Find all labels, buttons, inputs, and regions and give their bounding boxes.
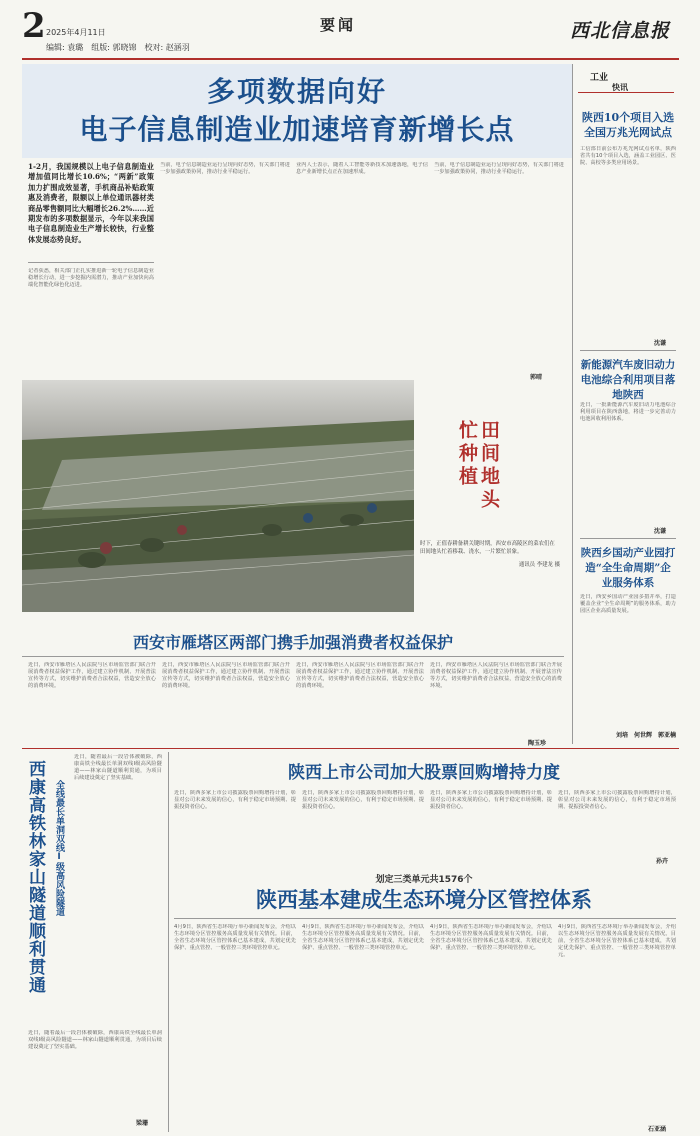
photo-title-block [418, 420, 562, 530]
photo-caption-block [420, 540, 560, 610]
consumer-body-cont: 近日，西安市雁塔区人民法院与区市场监管部门联合开展消费者权益保护工作，通过建立协作机制、开展普法宣传等方式，切实维护消费者合法权益，营造安全放心的消费环境。 [162, 662, 290, 689]
farm-field-photo [22, 380, 414, 612]
buyback-body-col1 [174, 790, 296, 850]
lead-headline-band [22, 64, 572, 158]
sidebar-sep-1 [580, 350, 676, 351]
consumer-body-col4 [430, 662, 562, 732]
ecology-kicker: 划定三类单元共1576个 [375, 875, 473, 885]
masthead [0, 0, 700, 62]
sidebar-item-3-byline: 刘培 何世辉 郭亚楠 [615, 732, 676, 739]
lead-body-col3 [296, 162, 428, 362]
sidebar-tab-main: 快讯 [612, 83, 628, 92]
summary-divider [28, 262, 154, 263]
sidebar-item-1-title: 陕西10个项目入选全国万兆光网试点 [581, 111, 675, 139]
ecology-body-col3 [430, 924, 552, 1120]
consumer-body-col2 [162, 662, 290, 732]
sidebar-divider [572, 64, 573, 744]
sidebar-item-2-byline: 沈谦 [654, 528, 667, 535]
lead-byline: 郭晴 [530, 374, 543, 381]
sidebar-item-1-byline: 沈谦 [654, 340, 667, 347]
buyback-body-cont: 近日，陕西多家上市公司披露股票回购增持计划，彰显对公司未来发展的信心，有利于稳定市场预期、提振投资者信心。 [302, 790, 424, 810]
lead-body-col1 [28, 268, 154, 360]
lead-headline-1: 多项数据向好 [206, 75, 387, 108]
consumer-headline: 西安市雁塔区两部门携手加强消费者权益保护 [132, 633, 453, 652]
ecology-headline: 陕西基本建成生态环境分区管控体系 [256, 887, 592, 912]
sidebar-item-2-body [580, 402, 676, 522]
tunnel-top-rule [22, 748, 679, 749]
buyback-body: 近日，陕西多家上市公司披露股票回购增持计划，彰显对公司未来发展的信心，有利于稳定市场预期、提振投资者信心。 [174, 790, 296, 810]
paper-name-logo: 西北信息报 [570, 20, 671, 42]
buyback-body-col2 [302, 790, 424, 850]
ecology-rule [174, 918, 676, 919]
lead-headline-2: 电子信息制造业加速培育新增长点 [79, 113, 515, 146]
sidebar-sep-2 [580, 538, 676, 539]
lead-body-3-cont: 当前，电子信息制造业运行呈现向好态势，有关部门将进一步加强政策协同，推动行业平稳运行。 [434, 162, 564, 175]
ecology-body-cont: 4月9日，陕西省生态环境厅举办新闻发布会，介绍以生态环境分区管控服务高质量发展有关情况。目前，全省生态环境分区管控体系已基本建成，共划定优先保护、重点管控、一般管控三类环境管控单元。 [302, 924, 424, 951]
buyback-byline: 孙卉 [656, 858, 669, 865]
tunnel-headline: 西康高铁林家山隧道顺利贯通 [25, 760, 45, 994]
sidebar-item-3-title: 陕西乡国动产业园打造“全生命周期”企业服务体系 [580, 547, 676, 589]
staff-credits: 编辑: 袁璐 组版: 郭晓锦 校对: 赵涵羽 [46, 43, 190, 52]
photo-caption: 时下，正值春耕备耕关键时期，西安市高陵区的菜农们在田间地头忙着移栽、浇水，一片繁忙景象。 [420, 541, 555, 555]
section-title: 要闻 [320, 16, 357, 34]
field-photo [22, 380, 414, 612]
sidebar-item-2-title: 新能源汽车废旧动力电池综合利用项目落地陕西 [580, 359, 676, 401]
buyback-headline: 陕西上市公司加大股票回购增持力度 [288, 763, 560, 783]
consumer-byline: 陶玉珍 [528, 740, 547, 747]
photo-credit: 通讯员 李建龙 摄 [518, 562, 560, 568]
buyback-body-cont2: 近日，陕西多家上市公司披露股票回购增持计划，彰显对公司未来发展的信心，有利于稳定市场预期、提振投资者信心。 [430, 790, 552, 810]
consumer-body: 近日，西安市雁塔区人民法院与区市场监管部门联合开展消费者权益保护工作，通过建立协作机制、开展普法宣传等方式，切实维护消费者合法权益，营造安全放心的消费环境。 [28, 662, 156, 689]
sidebar-tab [578, 68, 674, 94]
sidebar-item-2-text: 近日，一批新能源汽车废旧动力电池综合利用项目在陕西落地，将进一步完善动力电池回收利用体系。 [580, 402, 676, 422]
lead-summary [28, 162, 154, 258]
ecology-body: 4月9日，陕西省生态环境厅举办新闻发布会，介绍以生态环境分区管控服务高质量发展有关情况。目前，全省生态环境分区管控体系已基本建成，共划定优先保护、重点管控、一般管控三类环境管控单元。 [174, 924, 296, 951]
lead-body-2: 当前，电子信息制造业运行呈现向好态势，有关部门将进一步加强政策协同，推动行业平稳运行。 [160, 162, 290, 175]
consumer-body-col3 [296, 662, 424, 732]
masthead-rule [22, 58, 679, 60]
ecology-body-col2 [302, 924, 424, 1120]
buyback-body-cont3: 近日，陕西多家上市公司披露股票回购增持计划，彰显对公司未来发展的信心，有利于稳定市场预期、提振投资者信心。 [558, 790, 676, 810]
ecology-body-col1 [174, 924, 296, 1120]
ecology-body-col4 [558, 924, 676, 1120]
buyback-body-col4 [558, 790, 676, 850]
photo-title: 田间地头忙种植 [456, 420, 500, 512]
consumer-body-col1 [28, 662, 156, 732]
ecology-byline: 石亚涵 [648, 1126, 667, 1133]
lead-body-3: 业内人士表示，随着人工智能等新技术加速落地，电子信息产业新增长点正在加速形成。 [296, 162, 428, 175]
tunnel-byline: 梁珊 [136, 1120, 149, 1127]
tunnel-body: 近日，随着最后一段岩体被破除，西康高铁全线最长单洞双线Ⅰ级高风险隧道——林家山隧道顺利贯通，为项目后续建设奠定了坚实基础。 [74, 754, 162, 781]
tunnel-divider [168, 752, 169, 1132]
lead-body-1: 记者获悉，相关部门正扎实推进新一轮电子信息制造业稳增长行动，进一步挖掘内需潜力，推动产业加快向高端化智能化绿色化迈进。 [28, 268, 154, 288]
consumer-body-cont2: 近日，西安市雁塔区人民法院与区市场监管部门联合开展消费者权益保护工作，通过建立协作机制、开展普法宣传等方式，切实维护消费者合法权益，营造安全放心的消费环境。 [296, 662, 424, 689]
sidebar-tab-small: 工业 [590, 73, 609, 83]
ecology-body-cont2: 4月9日，陕西省生态环境厅举办新闻发布会，介绍以生态环境分区管控服务高质量发展有关情况。目前，全省生态环境分区管控体系已基本建成，共划定优先保护、重点管控、一般管控三类环境管控单元。 [430, 924, 552, 951]
buyback-body-col3 [430, 790, 552, 850]
sidebar-item-3-text: 近日，西安乡国动产业园多措并举，打造覆盖企业“全生命周期”的服务体系，助力园区企业高质量发展。 [580, 594, 676, 614]
lead-summary-text: 1-2月，我国规模以上电子信息制造业增加值同比增长10.6%；“两新”政策加力扩围成效显著，手机商品补贴政策惠及消费者，限额以上单位通讯器材类商品零售额同比大幅增长26.2%……近期发布的多项数据显示，今年以来我国电子信息制造业生产增长较快，行业整体发展态势良好。 [28, 162, 154, 244]
sidebar-tab-rule [578, 92, 674, 93]
tunnel-body-top [74, 754, 162, 874]
tunnel-body-cont: 近日，随着最后一段岩体被破除，西康高铁全线最长单洞双线Ⅰ级高风险隧道——林家山隧道顺利贯通，为项目后续建设奠定了坚实基础。 [28, 1030, 162, 1050]
lead-body-col2 [160, 162, 290, 362]
lead-body-col4 [434, 162, 564, 362]
sidebar-item-3-body [580, 594, 676, 724]
tunnel-subhead: 全线最长单洞双线Ⅰ级高风险隧道 [54, 780, 64, 916]
page-number: 2 [22, 6, 46, 46]
sidebar-item-1-text: 工信部日前公布万兆光网试点名单，陕西省共有10个项目入选，涵盖工业园区、医院、高校等多类应用场景。 [580, 146, 676, 166]
tunnel-body-bottom [28, 1030, 162, 1120]
ecology-body-cont3: 4月9日，陕西省生态环境厅举办新闻发布会，介绍以生态环境分区管控服务高质量发展有关情况。目前，全省生态环境分区管控体系已基本建成，共划定优先保护、重点管控、一般管控三类环境管控单元。 [558, 924, 676, 958]
sidebar-item-1-body [580, 146, 676, 336]
consumer-top-rule [22, 656, 564, 657]
issue-date: 2025年4月11日 [46, 28, 106, 37]
consumer-body-cont3: 近日，西安市雁塔区人民法院与区市场监管部门联合开展消费者权益保护工作，通过建立协作机制、开展普法宣传等方式，切实维护消费者合法权益，营造安全放心的消费环境。 [430, 662, 562, 689]
